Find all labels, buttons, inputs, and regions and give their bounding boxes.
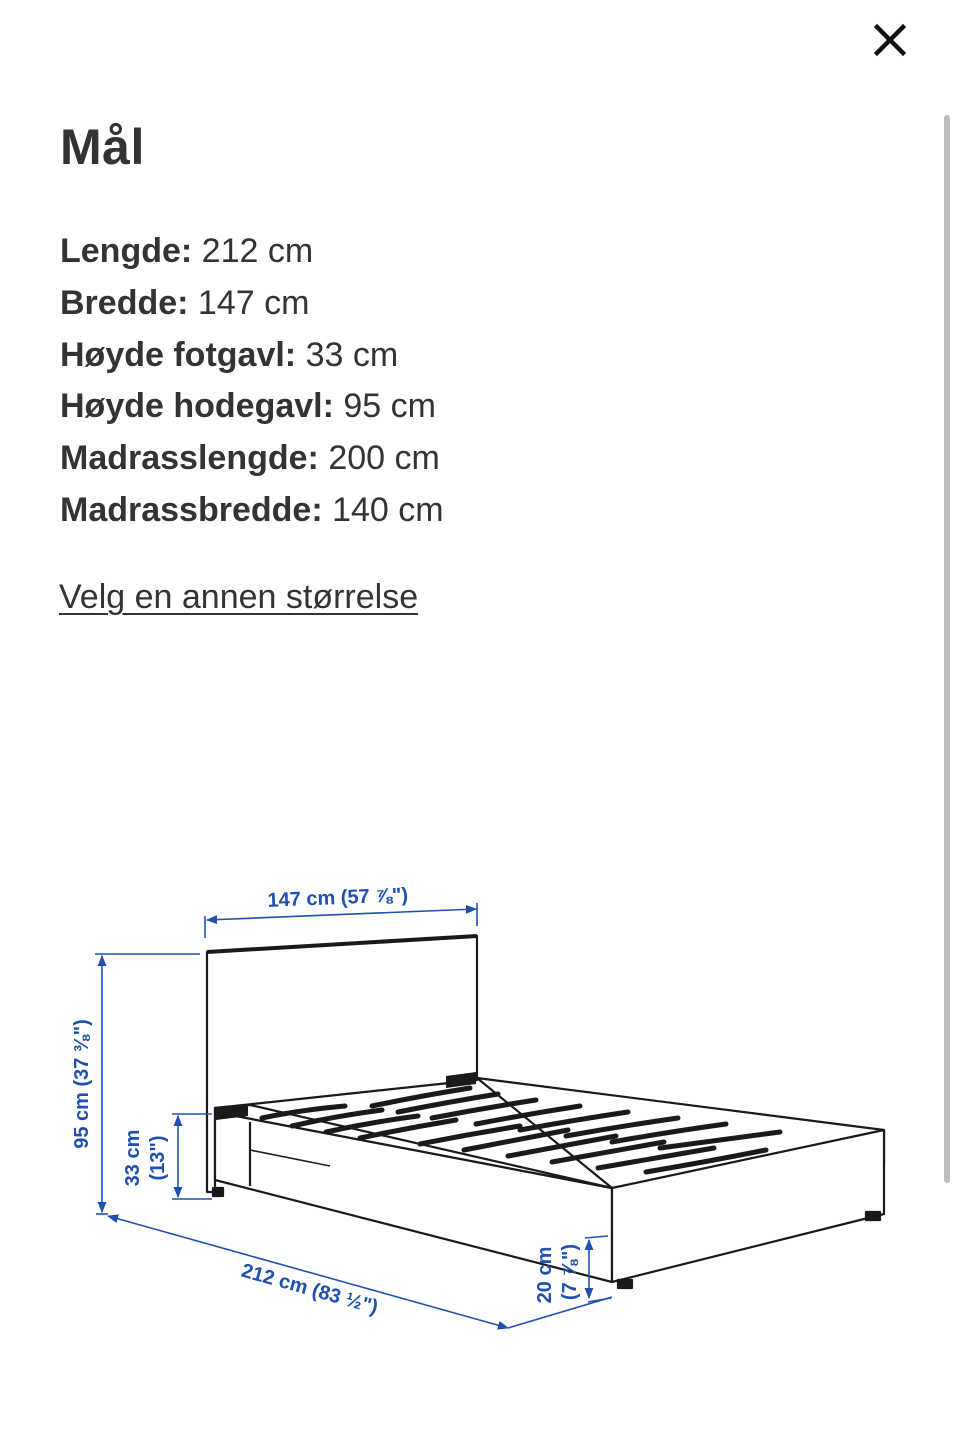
footboard-height-inch-label: (13") — [147, 1135, 169, 1181]
clearance-inch-label: (7 ⅞") — [559, 1243, 581, 1301]
page-title: Mål — [60, 119, 145, 175]
dimension-mattress-width — [60, 485, 444, 537]
dimension-value: 212 cm — [201, 232, 314, 270]
dimensions-list — [60, 226, 444, 537]
clearance-dimension-label: 20 cm — [534, 1246, 556, 1304]
dimension-length — [60, 226, 444, 278]
choose-other-size-link[interactable]: Velg en annen størrelse — [59, 578, 419, 616]
close-icon — [866, 18, 916, 64]
dimension-value: 147 cm — [197, 283, 310, 322]
dimension-label: Madrasslengde: — [60, 439, 319, 478]
dimension-label: Bredde: — [60, 283, 189, 322]
footboard-height-dimension-label: 33 cm — [122, 1129, 144, 1187]
close-button[interactable] — [866, 18, 916, 64]
headboard-height-dimension-label: 95 cm (37 ⅜") — [71, 1019, 93, 1149]
width-dimension-label: 147 cm (57 ⅞") — [267, 884, 409, 912]
dimension-label: Høyde hodegavl: — [60, 387, 334, 426]
dimension-headboard-height — [60, 381, 444, 433]
length-dimension-label: 212 cm (83 ½") — [238, 1259, 381, 1319]
bed-dimension-diagram — [0, 860, 960, 1360]
dimension-label: Høyde fotgavl: — [60, 335, 297, 374]
dimension-footboard-height — [60, 330, 444, 382]
dimension-value: 33 cm — [305, 335, 399, 374]
dimension-mattress-length — [60, 433, 444, 485]
dimension-value: 140 cm — [332, 490, 444, 529]
dimension-value: 200 cm — [328, 439, 440, 478]
dimension-width — [60, 278, 444, 330]
dimension-label: Lengde: — [60, 232, 193, 270]
dimension-label: Madrassbredde: — [60, 490, 323, 529]
dimension-value: 95 cm — [343, 387, 436, 426]
